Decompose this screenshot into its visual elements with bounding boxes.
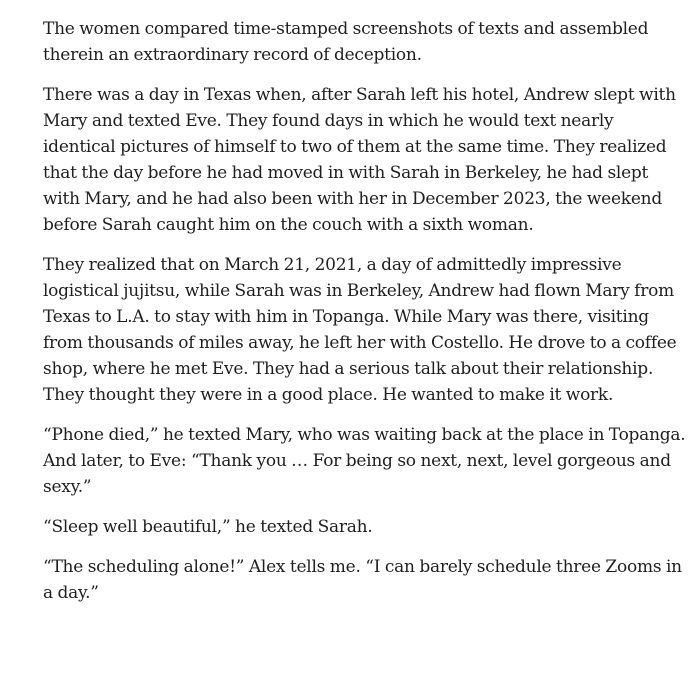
text-line: “Phone died,” he texted Mary, who was waiting back at the place in Topanga.	[43, 425, 686, 445]
paragraph-5	[43, 514, 671, 540]
text-line: Mary and texted Eve. They found days in which he would text nearly	[43, 111, 614, 131]
text-line: therein an extraordinary record of deception.	[43, 45, 422, 65]
text-line: “Sleep well beautiful,” he texted Sarah.	[43, 517, 373, 537]
text-line: “The scheduling alone!” Alex tells me. “I can barely schedule three Zooms in	[43, 557, 682, 577]
paragraph-6	[43, 554, 682, 606]
text-line: with Mary, and he had also been with her in December 2023, the weekend	[43, 189, 662, 209]
text-line: a day.”	[43, 583, 99, 603]
text-line: that the day before he had moved in with Sarah in Berkeley, he had slept	[43, 163, 649, 183]
paragraph-2	[43, 82, 676, 238]
text-line: And later, to Eve: “Thank you … For being so next, next, level gorgeous and	[43, 451, 671, 471]
paragraph-4	[43, 422, 686, 500]
paragraph-1	[43, 16, 671, 68]
text-line: They thought they were in a good place. He wanted to make it work.	[43, 385, 614, 405]
text-line: sexy.”	[43, 477, 92, 497]
text-line: before Sarah caught him on the couch with a sixth woman.	[43, 215, 534, 235]
article-body	[43, 16, 686, 620]
paragraph-3	[43, 252, 677, 408]
text-line: They realized that on March 21, 2021, a day of admittedly impressive	[43, 255, 622, 275]
text-line: identical pictures of himself to two of them at the same time. They realized	[43, 137, 667, 157]
text-line: There was a day in Texas when, after Sarah left his hotel, Andrew slept with	[43, 85, 676, 105]
text-line: Texas to L.A. to stay with him in Topanga. While Mary was there, visiting	[43, 307, 649, 327]
text-line: from thousands of miles away, he left her with Costello. He drove to a coffee	[43, 333, 677, 353]
text-line: shop, where he met Eve. They had a serious talk about their relationship.	[43, 359, 654, 379]
text-line: The women compared time-stamped screenshots of texts and assembled	[43, 19, 649, 39]
text-line: logistical jujitsu, while Sarah was in Berkeley, Andrew had flown Mary from	[43, 281, 674, 301]
